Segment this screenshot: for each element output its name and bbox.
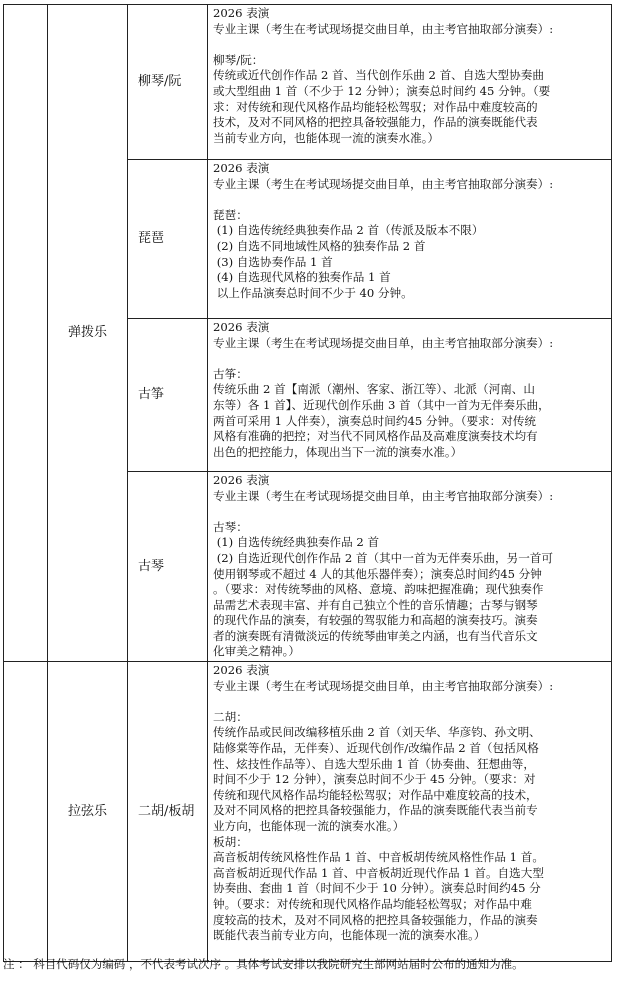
requirement-line: 板胡： — [213, 834, 248, 849]
requirements-cell — [208, 318, 612, 471]
table-row — [4, 5, 612, 160]
blank-cell — [4, 662, 48, 962]
requirement-line: 当前专业方向，也能体现一流的演奏水准。） — [213, 130, 440, 145]
requirement-line: 化审美之精神。） — [213, 644, 300, 659]
requirement-line: 使用钢琴或不超过 4 人的其他乐器伴奏）；演奏总时间约45 分钟 — [213, 566, 542, 581]
requirements-cell — [208, 5, 612, 160]
requirement-line: 高音板胡传统风格性作品 1 首、中音板胡传统风格性作品 1 首。 — [213, 850, 544, 865]
instrument-cell: 柳琴/阮 — [128, 5, 208, 160]
requirement-line: (1) 自选传统经典独奏作品 2 首 — [213, 535, 380, 550]
requirement-line: 传统和现代风格作品均能轻松驾驭；对作品中难度较高的技术， — [213, 787, 538, 802]
requirement-line: 陆修棠等作品，无伴奏）、近现代创作/改编作品 2 首（包括风格 — [213, 741, 539, 756]
requirement-line: 2026 表演 — [213, 161, 270, 175]
requirement-line: 东等）各 1 首】、近现代创作乐曲 3 首（其中一首为无伴奏乐曲， — [213, 397, 550, 412]
requirement-line — [213, 301, 607, 317]
table-row — [4, 662, 612, 962]
requirement-line: 出色的把控能力，体现出当下一流的演奏水准。） — [213, 444, 463, 459]
requirement-line: 古琴： — [213, 519, 248, 534]
requirement-line: (4) 自选现代风格的独奏作品 1 首 — [213, 270, 391, 285]
requirement-line: 专业主课（考生在考试现场提交曲目单，由主考官抽取部分演奏）: — [213, 335, 554, 350]
category-cell: 弹拨乐 — [48, 5, 128, 662]
requirement-line: 两首可采用 1 人伴奏），演奏总时间约45 分钟。（要求：对传统 — [213, 413, 537, 428]
instrument-cell: 古筝 — [128, 318, 208, 471]
requirement-line: 求：对传统和现代风格作品均能轻松驾驭；对作品中难度较高的 — [213, 99, 538, 114]
requirement-line — [213, 694, 607, 710]
instrument-cell: 琵琶 — [128, 160, 208, 319]
requirements-table — [3, 4, 612, 962]
requirement-line: 风格有准确的把控；对当代不同风格作品及高难度演奏技术均有 — [213, 429, 538, 444]
requirement-line: 。（要求：对传统琴曲的风格、意境、韵味把握准确；现代独奏作 — [213, 582, 544, 597]
requirement-line: 的现代作品的演奏，有较强的驾驭能力和高超的演奏技巧。演奏 — [213, 613, 538, 628]
requirement-line: 2026 表演 — [213, 319, 270, 334]
requirement-line: 品需艺术表现丰富、并有自己独立个性的音乐情趣；古琴与钢琴 — [213, 597, 538, 612]
requirement-line — [213, 504, 607, 520]
requirement-line: 二胡： — [213, 709, 248, 724]
requirement-line: 传统或近代创作作品 2 首、当代创作乐曲 2 首、自选大型协奏曲 — [213, 68, 544, 83]
requirements-cell — [208, 662, 612, 962]
requirement-line — [213, 351, 607, 367]
requirement-line: 时间不少于 12 分钟），演奏总时间不少于 45 分钟。（要求：对 — [213, 772, 536, 787]
requirement-line — [213, 37, 607, 53]
requirement-line — [213, 192, 607, 208]
requirements-table-body — [4, 5, 612, 962]
footnote: 注 ： 科目代码仅为编码 ，不代表考试次序 。具体考试安排以我院研究生部网站届时公布的通知为准。 — [3, 957, 524, 971]
category-cell: 拉弦乐 — [48, 662, 128, 962]
requirement-line: 专业主课（考生在考试现场提交曲目单，由主考官抽取部分演奏）: — [213, 678, 554, 693]
requirement-line: 或大型组曲 1 首（不少于 12 分钟）；演奏总时间约 45 分钟。（要 — [213, 83, 551, 98]
requirement-line: 高音板胡近现代作品 1 首、中音板胡近现代作品 1 首。自选大型 — [213, 865, 544, 880]
requirement-line: 度较高的技术，及对不同风格的把控具备较强能力，作品的演奏 — [213, 912, 538, 927]
requirement-line: 传统作品或民间改编移植乐曲 2 首（刘天华、华彦钧、孙文明、 — [213, 725, 541, 740]
blank-cell — [4, 5, 48, 662]
requirement-line: 业方向，也能体现一流的演奏水准。） — [213, 819, 405, 833]
requirements-cell — [208, 471, 612, 661]
requirement-line: 技术，及对不同风格的把控具备较强能力，作品的演奏既能代表 — [213, 115, 538, 130]
requirements-cell — [208, 160, 612, 319]
requirement-line: 专业主课（考生在考试现场提交曲目单，由主考官抽取部分演奏）: — [213, 488, 554, 503]
requirement-line: (2) 自选不同地域性风格的独奏作品 2 首 — [213, 238, 426, 253]
requirement-line: 及对不同风格的把控具备较强能力，作品的演奏既能代表当前专 — [213, 803, 538, 818]
requirement-line: (1) 自选传统经典独奏作品 2 首（传派及版本不限） — [213, 223, 484, 238]
requirement-line: 者的演奏既有清微淡远的传统琴曲审美之内涵，也有当代音乐文 — [213, 628, 538, 643]
requirement-line: 性、炫技性作品等）、自选大型乐曲 1 首（协奏曲、狂想曲等， — [213, 756, 535, 771]
requirement-line: 古筝： — [213, 366, 248, 381]
instrument-cell: 古琴 — [128, 471, 208, 661]
requirement-line: 专业主课（考生在考试现场提交曲目单，由主考官抽取部分演奏）: — [213, 176, 554, 191]
requirement-line: 柳琴/阮： — [213, 52, 264, 67]
requirement-line: (3) 自选协奏作品 1 首 — [213, 254, 333, 269]
requirement-line: 专业主课（考生在考试现场提交曲目单，由主考官抽取部分演奏）: — [213, 21, 554, 36]
requirement-line: 2026 表演 — [213, 472, 270, 487]
requirement-line: 传统乐曲 2 首【南派（潮州、客家、浙江等）、北派（河南、山 — [213, 382, 535, 397]
requirement-line: 以上作品演奏总时间不少于 40 分钟。 — [213, 285, 413, 300]
instrument-cell: 二胡/板胡 — [128, 662, 208, 962]
requirement-line: 琵琶： — [213, 207, 248, 222]
requirement-line: (2) 自选近现代创作作品 2 首（其中一首为无伴奏乐曲，另一首可 — [213, 550, 553, 565]
requirement-line: 既能代表当前专业方向，也能体现一流的演奏水准。） — [213, 928, 486, 943]
requirement-line: 钟。（要求：对传统和现代风格作品均能轻松驾驭；对作品中难 — [213, 896, 532, 911]
requirement-line: 协奏曲、套曲 1 首（时间不少于 10 分钟）。演奏总时间约45 分 — [213, 881, 541, 896]
requirement-line: 2026 表演 — [213, 6, 270, 20]
requirement-line: 2026 表演 — [213, 663, 270, 678]
